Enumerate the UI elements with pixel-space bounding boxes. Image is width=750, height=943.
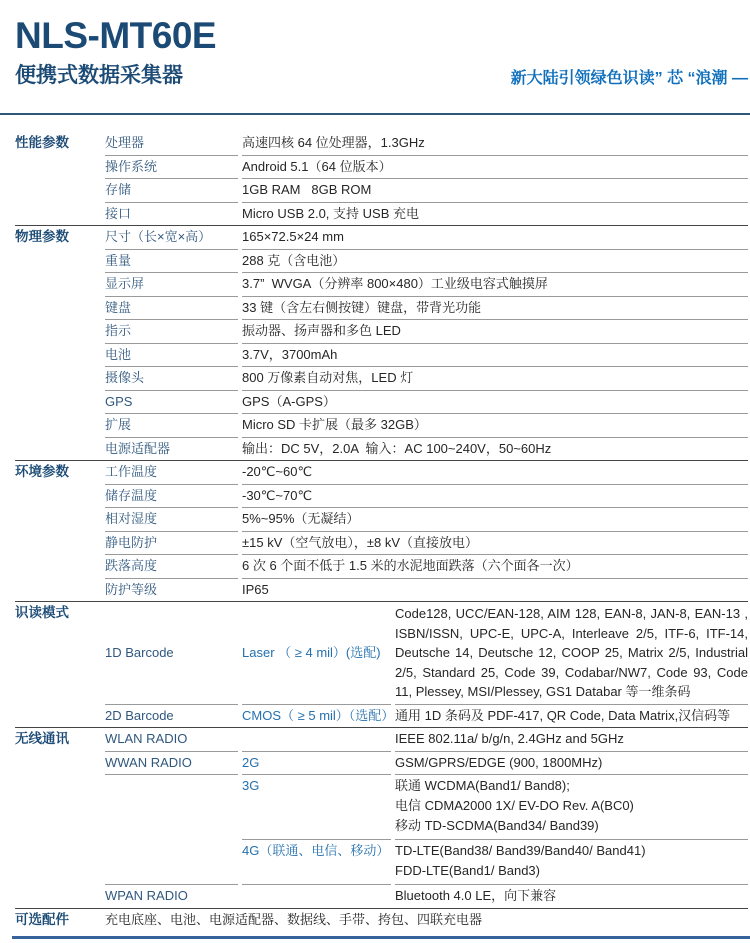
section-label — [15, 390, 101, 414]
spec-attr: 静电防护 — [105, 531, 238, 555]
spec-row — [15, 319, 748, 343]
spec-value: -30℃~70℃ — [242, 484, 748, 508]
spec-value: 输出：DC 5V，2.0A 输入：AC 100~240V，50~60Hz — [242, 437, 748, 461]
spec-section — [15, 132, 748, 225]
spec-attr: 重量 — [105, 249, 238, 273]
spec-attr: 显示屏 — [105, 272, 238, 296]
spec-attr: 摄像头 — [105, 366, 238, 390]
spec-attr: 2D Barcode — [105, 704, 238, 728]
section-label — [15, 413, 101, 437]
spec-value-line: TD-LTE(Band38/ Band39/Band40/ Band41) — [395, 843, 646, 858]
spec-sub: 4G（联通、电信、移动） — [242, 839, 391, 884]
section-label — [15, 155, 101, 179]
spec-sub: Laser （ ≥ 4 mil）(选配) — [242, 644, 381, 660]
spec-value: 高速四核 64 位处理器，1.3GHz — [242, 135, 425, 150]
section-label — [15, 366, 101, 390]
brand-tagline: 新大陆引领绿色识读” 芯 “浪潮 — — [510, 70, 748, 87]
spec-section — [15, 460, 748, 601]
spec-section — [15, 225, 748, 460]
section-label — [15, 437, 101, 461]
spec-attr: 操作系统 — [105, 155, 238, 179]
page-header — [0, 0, 750, 89]
spec-attr: 尺寸（长×宽×高） — [105, 229, 212, 244]
spec-attr: 1D Barcode — [105, 644, 174, 660]
spec-sub — [242, 884, 391, 908]
spec-row — [15, 390, 748, 414]
spec-value: 800 万像素自动对焦，LED 灯 — [242, 366, 748, 390]
spec-value: 5%~95%（无凝结） — [242, 507, 748, 531]
spec-row — [15, 178, 748, 202]
spec-row — [15, 839, 748, 884]
bottom-accent-line — [12, 936, 750, 939]
section-label: 环境参数 — [15, 464, 69, 479]
spec-value — [395, 839, 748, 884]
spec-value: IEEE 802.11a/ b/g/n, 2.4GHz and 5GHz — [395, 731, 624, 746]
section-label: 识读模式 — [15, 605, 69, 620]
spec-attr: 相对湿度 — [105, 507, 238, 531]
section-label — [15, 178, 101, 202]
spec-attr: 防护等级 — [105, 578, 238, 602]
section-label — [15, 272, 101, 296]
spec-value — [395, 774, 748, 839]
spec-attr: WPAN RADIO — [105, 884, 238, 908]
section-label — [15, 296, 101, 320]
spec-attr: WLAN RADIO — [105, 731, 188, 746]
spec-row — [15, 578, 748, 602]
section-label — [15, 839, 101, 884]
spec-row — [15, 484, 748, 508]
spec-value-line: 联通 WCDMA(Band1/ Band8); — [395, 778, 570, 793]
spec-row — [15, 704, 748, 728]
spec-value: Android 5.1（64 位版本） — [242, 155, 748, 179]
section-label: 无线通讯 — [15, 731, 69, 746]
section-label: 性能参数 — [15, 135, 69, 150]
spec-attr: 电源适配器 — [105, 437, 238, 461]
spec-row — [15, 249, 748, 273]
spec-row — [15, 272, 748, 296]
section-label — [15, 507, 101, 531]
spec-row — [15, 909, 748, 932]
spec-row — [15, 155, 748, 179]
section-label — [15, 554, 101, 578]
subtitle-row — [15, 63, 748, 89]
spec-value: 振动器、扬声器和多色 LED — [242, 319, 748, 343]
spec-row — [15, 202, 748, 226]
spec-row — [15, 531, 748, 555]
spec-row — [15, 774, 748, 839]
spec-value: GPS（A-GPS） — [242, 390, 748, 414]
spec-attr: 指示 — [105, 319, 238, 343]
spec-value: Bluetooth 4.0 LE，向下兼容 — [395, 884, 748, 908]
spec-value: 33 键（含左右侧按键）键盘，带背光功能 — [242, 296, 748, 320]
spec-value: 3.7” WVGA（分辨率 800×480）工业级电容式触摸屏 — [242, 272, 748, 296]
section-label — [15, 578, 101, 602]
spec-value: Micro USB 2.0, 支持 USB 充电 — [242, 202, 748, 226]
spec-value: 1GB RAM 8GB ROM — [242, 178, 748, 202]
spec-value: 3.7V，3700mAh — [242, 343, 748, 367]
spec-row — [15, 602, 748, 704]
section-label — [15, 319, 101, 343]
spec-sub: 3G — [242, 774, 391, 839]
spec-section — [15, 908, 748, 932]
section-label: 物理参数 — [15, 229, 69, 244]
spec-row — [15, 751, 748, 775]
spec-value: IP65 — [242, 578, 748, 602]
spec-value: 充电底座、电池、电源适配器、数据线、手带、挎包、四联充电器 — [105, 911, 483, 927]
spec-value-line: FDD-LTE(Band1/ Band3) — [395, 863, 540, 878]
spec-row — [15, 507, 748, 531]
spec-attr: 工作温度 — [105, 464, 158, 479]
spec-row — [15, 296, 748, 320]
spec-row — [15, 413, 748, 437]
spec-row — [15, 461, 748, 484]
spec-row — [15, 884, 748, 908]
spec-attr: 处理器 — [105, 135, 145, 150]
spec-attr — [105, 839, 238, 884]
spec-attr: 键盘 — [105, 296, 238, 320]
section-label — [15, 774, 101, 839]
spec-value: 165×72.5×24 mm — [242, 229, 344, 244]
spec-value: GSM/GPRS/EDGE (900, 1800MHz) — [395, 751, 748, 775]
spec-value-line: 移动 TD-SCDMA(Band34/ Band39) — [395, 818, 599, 833]
spec-attr: 接口 — [105, 202, 238, 226]
page-title: NLS-MT60E — [15, 15, 217, 56]
spec-section — [15, 727, 748, 908]
spec-value: Code128, UCC/EAN-128, AIM 128, EAN-8, JAN-8, EAN-13 , ISBN/ISSN, UPC-E, UPC-A, Interleave 2/5, ITF-6, ITF-14, Deutsche 14, Deutsche 12, COOP 25, Matrix 2/5, Industrial 2/5, Standard 25, Code 39, Codabar/NW7, Code 93, Code 11, Plessey, MSI/Plessey, GS1 Databar 等一维条码 — [395, 606, 748, 699]
spec-value: ±15 kV（空气放电），±8 kV（直接放电） — [242, 531, 748, 555]
spec-row — [15, 226, 748, 249]
spec-row — [15, 728, 748, 751]
spec-attr: 跌落高度 — [105, 554, 238, 578]
spec-section — [15, 601, 748, 727]
spec-attr — [105, 774, 238, 839]
spec-row — [15, 343, 748, 367]
spec-row — [15, 554, 748, 578]
section-label: 可选配件 — [15, 911, 69, 927]
spec-value: Micro SD 卡扩展（最多 32GB） — [242, 413, 748, 437]
spec-row — [15, 366, 748, 390]
section-label — [15, 202, 101, 226]
spec-sub — [242, 728, 391, 751]
spec-sub: CMOS（ ≥ 5 mil）（选配） — [242, 704, 391, 728]
spec-attr: 储存温度 — [105, 484, 238, 508]
spec-value: 6 次 6 个面不低于 1.5 米的水泥地面跌落（六个面各一次） — [242, 554, 748, 578]
spec-attr: 存储 — [105, 178, 238, 202]
section-label — [15, 249, 101, 273]
page-subtitle: 便携式数据采集器 — [15, 64, 183, 87]
spec-attr: WWAN RADIO — [105, 751, 238, 775]
top-accent-line — [0, 113, 750, 115]
spec-sub: 2G — [242, 751, 391, 775]
spec-attr: 电池 — [105, 343, 238, 367]
spec-table — [15, 132, 748, 931]
spec-row — [15, 132, 748, 155]
spec-value: 通用 1D 条码及 PDF-417, QR Code, Data Matrix,汉信码等 — [395, 704, 748, 728]
section-label — [15, 343, 101, 367]
spec-row — [15, 437, 748, 461]
spec-attr: GPS — [105, 390, 238, 414]
section-label — [15, 531, 101, 555]
section-label — [15, 484, 101, 508]
spec-attr: 扩展 — [105, 413, 238, 437]
section-label — [15, 884, 101, 908]
spec-value: 288 克（含电池） — [242, 249, 748, 273]
spec-value: -20℃~60℃ — [242, 464, 313, 479]
section-label — [15, 751, 101, 775]
spec-value-line: 电信 CDMA2000 1X/ EV-DO Rev. A(BC0) — [395, 798, 634, 813]
section-label — [15, 704, 101, 728]
